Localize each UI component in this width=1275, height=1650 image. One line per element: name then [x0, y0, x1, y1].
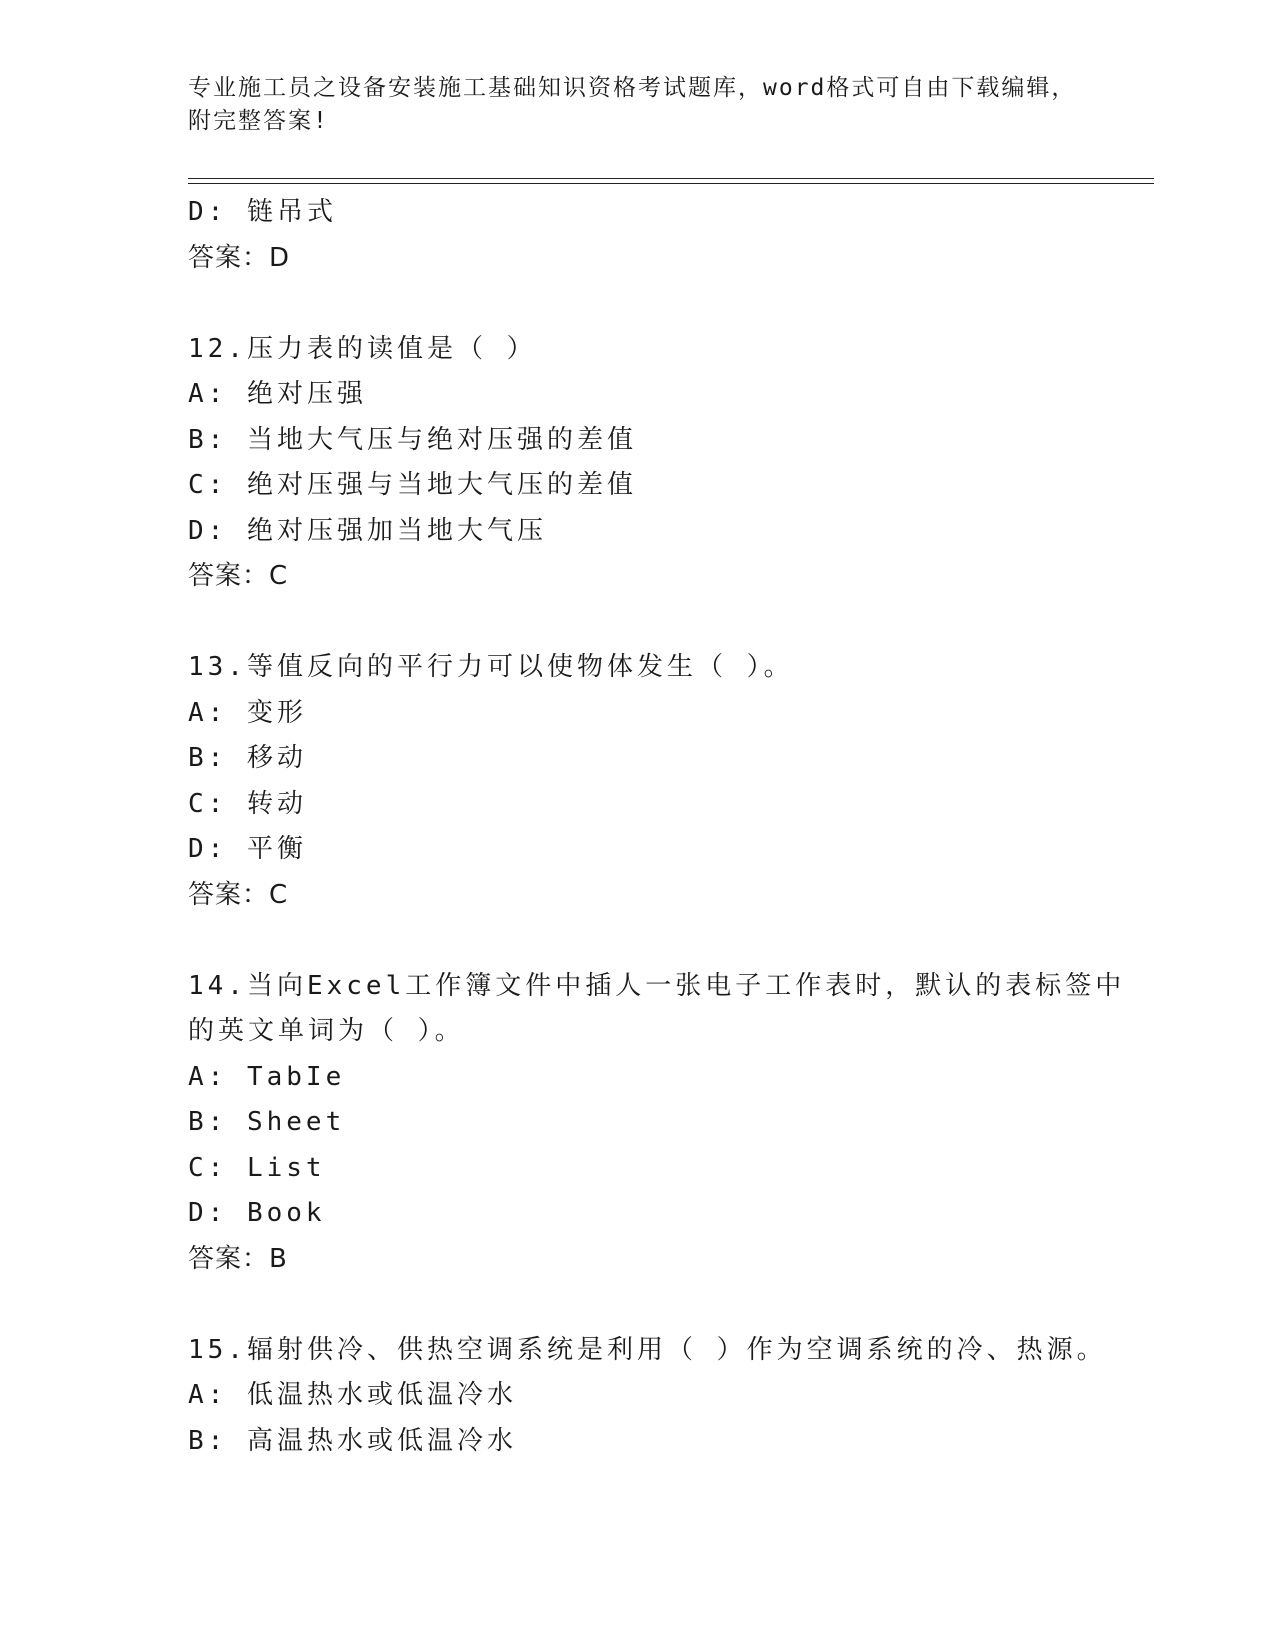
option-a: A: 低温热水或低温冷水 — [188, 1380, 517, 1410]
question-answer: 答案：C — [188, 561, 289, 591]
question-stem-line-2: 的英文单词为（ ）。 — [188, 1016, 465, 1046]
option-d: D: 平衡 — [188, 834, 307, 864]
option-c: C: List — [188, 1152, 326, 1183]
question-12 — [188, 327, 1154, 600]
spacer — [188, 281, 1154, 327]
prev-question-answer: 答案：D — [188, 242, 291, 273]
document-header — [188, 72, 1088, 138]
question-answer: 答案：B — [188, 1243, 288, 1274]
spacer — [188, 918, 1154, 964]
option-d: D: Book — [188, 1198, 326, 1228]
option-c: C: 绝对压强与当地大气压的差值 — [188, 470, 637, 500]
question-stem: 12.压力表的读值是（ ） — [188, 333, 537, 364]
question-stem-line-1: 14.当向Excel工作簿文件中插人一张电子工作表时，默认的表标签中 — [188, 970, 1126, 1001]
option-a: A: 绝对压强 — [188, 379, 367, 409]
question-stem: 15.辐射供冷、供热空调系统是利用（ ）作为空调系统的冷、热源。 — [188, 1334, 1107, 1365]
option-b: B: 高温热水或低温冷水 — [188, 1425, 517, 1456]
question-list — [188, 190, 1154, 1464]
spacer — [188, 600, 1154, 646]
spacer — [188, 1282, 1154, 1328]
header-line-1: 专业施工员之设备安装施工基础知识资格考试题库，word格式可自由下载编辑， — [188, 75, 1077, 101]
option-a: A: TabIe — [188, 1061, 346, 1092]
option-b: B: 移动 — [188, 743, 307, 773]
header-line-2: 附完整答案! — [188, 108, 329, 134]
header-divider-top — [188, 178, 1154, 179]
option-b: B: 当地大气压与绝对压强的差值 — [188, 424, 637, 455]
question-answer: 答案：C — [188, 879, 289, 910]
option-d: D: 绝对压强加当地大气压 — [188, 515, 547, 546]
question-14 — [188, 964, 1154, 1283]
question-13 — [188, 645, 1154, 918]
option-b: B: Sheet — [188, 1107, 346, 1137]
option-a: A: 变形 — [188, 697, 307, 728]
header-divider-bottom — [188, 183, 1154, 184]
question-15 — [188, 1328, 1154, 1465]
prev-question-option-d: D: 链吊式 — [188, 197, 337, 227]
option-c: C: 转动 — [188, 788, 307, 819]
question-stem: 13.等值反向的平行力可以使物体发生（ ）。 — [188, 652, 794, 682]
